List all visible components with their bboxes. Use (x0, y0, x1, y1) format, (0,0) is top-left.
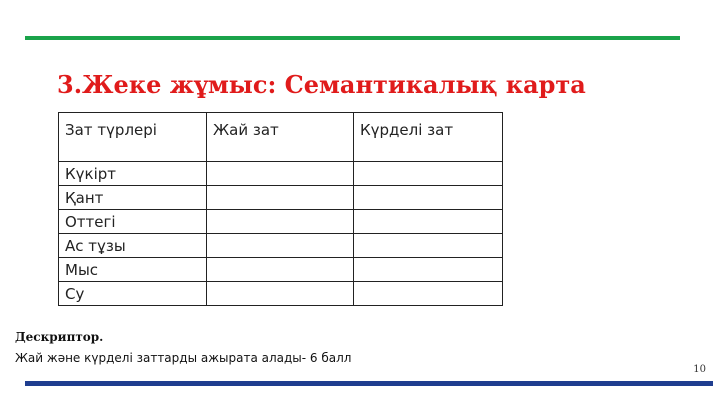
substance-cell: Қант (59, 186, 207, 210)
simple-cell (207, 234, 354, 258)
header-cell: Жай зат (207, 113, 354, 162)
simple-cell (207, 282, 354, 306)
table-header-row (59, 113, 503, 162)
header-cell: Зат түрлері (59, 113, 207, 162)
slide-title: 3.Жеке жұмыс: Семантикалық карта (57, 70, 586, 99)
complex-cell (354, 234, 503, 258)
complex-cell (354, 282, 503, 306)
table-row (59, 186, 503, 210)
bottom-divider (25, 381, 713, 386)
table-row (59, 162, 503, 186)
simple-cell (207, 186, 354, 210)
complex-cell (354, 162, 503, 186)
header-cell: Күрделі зат (354, 113, 503, 162)
simple-cell (207, 258, 354, 282)
descriptor-title: Дескриптор. (15, 330, 104, 344)
table-row (59, 210, 503, 234)
substance-cell: Ас тұзы (59, 234, 207, 258)
page-number: 10 (693, 364, 706, 375)
complex-cell (354, 210, 503, 234)
simple-cell (207, 162, 354, 186)
substance-cell: Мыс (59, 258, 207, 282)
descriptor-text: Жай және күрделі заттарды ажырата алады- 6 балл (15, 351, 352, 365)
table-row (59, 282, 503, 306)
substance-cell: Күкірт (59, 162, 207, 186)
substance-cell: Оттегі (59, 210, 207, 234)
semantic-map-table (58, 112, 503, 306)
simple-cell (207, 210, 354, 234)
complex-cell (354, 186, 503, 210)
top-divider (25, 36, 680, 40)
substance-cell: Су (59, 282, 207, 306)
table-row (59, 258, 503, 282)
table-row (59, 234, 503, 258)
complex-cell (354, 258, 503, 282)
